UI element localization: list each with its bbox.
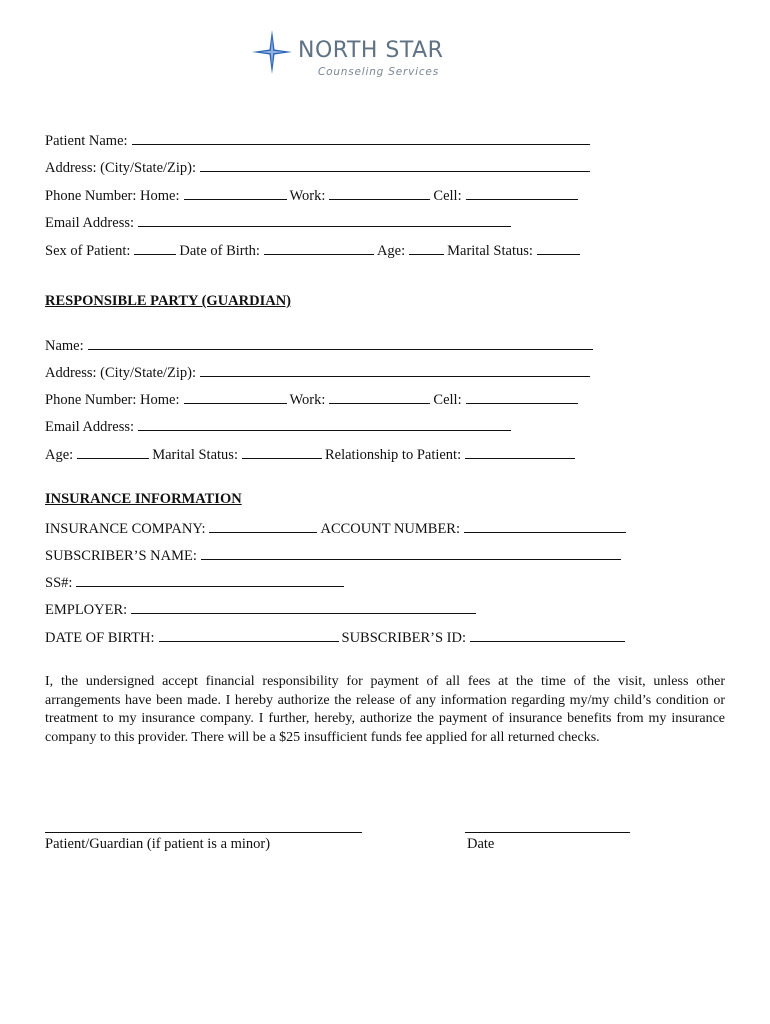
patient-cell-phone-label: Cell:	[433, 188, 462, 204]
guardian-address-field[interactable]	[200, 362, 590, 377]
patient-email-label: Email Address:	[45, 215, 135, 231]
subscriber-dob-label: DATE OF BIRTH:	[45, 630, 155, 646]
employer-row	[45, 599, 479, 619]
date-line[interactable]	[465, 831, 630, 833]
subscriber-id-label: SUBSCRIBER’S ID:	[341, 630, 466, 646]
patient-address-field[interactable]	[200, 157, 590, 172]
patient-work-phone-label: Work:	[289, 188, 326, 204]
guardian-heading: RESPONSIBLE PARTY (GUARDIAN)	[45, 293, 292, 309]
patient-cell-phone-field[interactable]	[466, 185, 578, 200]
guardian-email-field[interactable]	[138, 416, 511, 431]
signature-line[interactable]	[45, 831, 362, 833]
guardian-work-phone-label: Work:	[289, 392, 326, 408]
subscriber-id-field[interactable]	[470, 627, 625, 642]
financial-responsibility-statement: I, the undersigned accept financial responsibility for payment of all fees at the time of the visit, unless other arrangements have been made. I hereby authorize the release of any information regarding my/my child’s condition or treatment to my insurance company. I further, hereby, authorize the payment of insurance benefits from my insurance company to this provider. There will be a $25 insufficient funds fee applied for all returned checks.	[45, 674, 725, 745]
insurance-heading: INSURANCE INFORMATION	[45, 491, 242, 507]
guardian-home-phone-field[interactable]	[184, 389, 287, 404]
guardian-email-label: Email Address:	[45, 419, 135, 435]
guardian-cell-phone-field[interactable]	[466, 389, 578, 404]
insurance-company-field[interactable]	[209, 518, 317, 533]
patient-address-label: Address: (City/State/Zip):	[45, 160, 197, 176]
guardian-name-row	[45, 335, 596, 355]
guardian-details-row	[45, 444, 578, 464]
account-number-field[interactable]	[464, 518, 626, 533]
guardian-cell-phone-label: Cell:	[433, 392, 462, 408]
guardian-age-field[interactable]	[77, 444, 149, 459]
account-number-label: ACCOUNT NUMBER:	[320, 521, 460, 537]
guardian-marital-field[interactable]	[242, 444, 322, 459]
patient-name-label: Patient Name:	[45, 133, 128, 149]
guardian-name-field[interactable]	[88, 335, 593, 350]
guardian-marital-label: Marital Status:	[152, 447, 238, 463]
employer-label: EMPLOYER:	[45, 602, 128, 618]
insurance-company-label: INSURANCE COMPANY:	[45, 521, 206, 537]
date-label: Date	[467, 836, 495, 852]
patient-sex-field[interactable]	[134, 240, 176, 255]
patient-work-phone-field[interactable]	[329, 185, 430, 200]
patient-phone-row	[45, 185, 581, 205]
guardian-address-row	[45, 362, 593, 382]
insurance-company-row	[45, 518, 629, 538]
signature-label: Patient/Guardian (if patient is a minor)	[45, 836, 271, 852]
patient-home-phone-label: Phone Number: Home:	[45, 188, 180, 204]
patient-dob-field[interactable]	[264, 240, 374, 255]
guardian-email-row	[45, 416, 514, 436]
patient-dob-label: Date of Birth:	[179, 243, 260, 259]
guardian-phone-row	[45, 389, 581, 409]
subscriber-name-field[interactable]	[201, 545, 621, 560]
guardian-relationship-label: Relationship to Patient:	[324, 447, 462, 463]
patient-age-label: Age:	[376, 243, 406, 259]
patient-email-field[interactable]	[138, 212, 511, 227]
guardian-address-label: Address: (City/State/Zip):	[45, 365, 197, 381]
north-star-logo	[252, 30, 462, 80]
patient-marital-label: Marital Status:	[447, 243, 533, 259]
guardian-home-phone-label: Phone Number: Home:	[45, 392, 180, 408]
patient-sex-label: Sex of Patient:	[45, 243, 131, 259]
employer-field[interactable]	[131, 599, 476, 614]
guardian-work-phone-field[interactable]	[329, 389, 430, 404]
ss-label: SS#:	[45, 575, 73, 591]
subscriber-name-row	[45, 545, 624, 565]
guardian-name-label: Name:	[45, 338, 84, 354]
patient-marital-field[interactable]	[537, 240, 580, 255]
patient-address-row	[45, 157, 593, 177]
subscriber-dob-field[interactable]	[159, 627, 339, 642]
patient-email-row	[45, 212, 514, 232]
patient-name-row	[45, 130, 593, 150]
logo-tagline: Counseling Services	[318, 66, 439, 78]
subscriber-dob-row	[45, 627, 628, 647]
logo-name: NORTH STAR	[298, 38, 444, 63]
patient-home-phone-field[interactable]	[184, 185, 287, 200]
patient-name-field[interactable]	[132, 130, 590, 145]
ss-field[interactable]	[76, 572, 344, 587]
guardian-age-label: Age:	[45, 447, 74, 463]
patient-details-row	[45, 240, 583, 260]
guardian-relationship-field[interactable]	[465, 444, 575, 459]
subscriber-name-label: SUBSCRIBER’S NAME:	[45, 548, 197, 564]
ss-row	[45, 572, 347, 592]
patient-age-field[interactable]	[409, 240, 444, 255]
north-star-icon	[252, 30, 292, 74]
